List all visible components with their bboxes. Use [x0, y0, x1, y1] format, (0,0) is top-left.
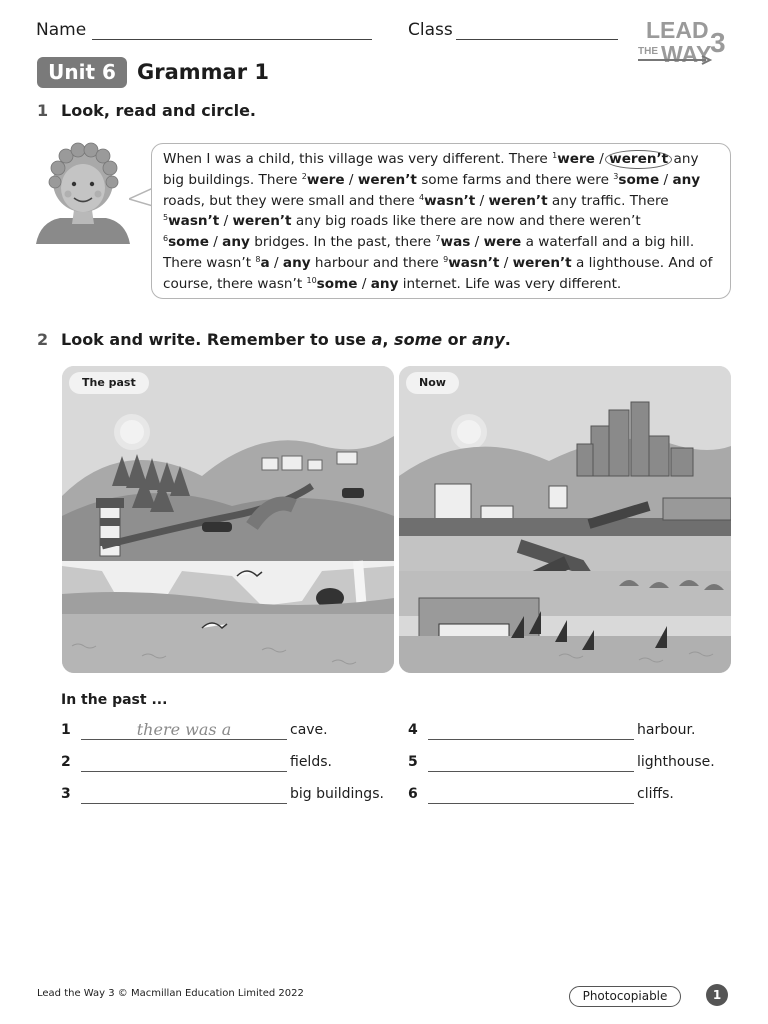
- option-5a[interactable]: wasn’t: [168, 213, 220, 230]
- in-the-past-prompt: In the past ...: [61, 692, 168, 708]
- handwritten-answer: there was a: [136, 720, 232, 739]
- option-1b-circled[interactable]: weren’t: [605, 150, 672, 169]
- option-10b[interactable]: any: [370, 275, 399, 292]
- past-village-illustration: [62, 366, 394, 673]
- class-label: Class: [408, 20, 453, 40]
- tractor-icon: [342, 488, 364, 498]
- class-field[interactable]: [456, 39, 618, 40]
- option-5b[interactable]: weren’t: [232, 213, 292, 230]
- scene-label-now: Now: [406, 372, 459, 394]
- scene-label-past: The past: [69, 372, 149, 394]
- option-8b[interactable]: any: [282, 254, 311, 271]
- answer-field[interactable]: [81, 771, 287, 772]
- scene-now: [399, 366, 731, 673]
- answer-field[interactable]: [428, 803, 634, 804]
- option-6a[interactable]: some: [168, 234, 209, 251]
- option-8a[interactable]: a: [260, 254, 270, 271]
- option-1a[interactable]: were: [557, 151, 595, 167]
- photocopiable-badge: Photocopiable: [569, 986, 681, 1007]
- name-label: Name: [36, 20, 87, 40]
- option-9a[interactable]: wasn’t: [448, 254, 500, 271]
- option-4b[interactable]: weren’t: [488, 192, 548, 209]
- scene-the-past: [62, 366, 394, 673]
- svg-text:THE: THE: [638, 46, 658, 57]
- option-7a[interactable]: was: [440, 234, 471, 251]
- sun-icon: [117, 417, 147, 447]
- exercise-number: 2: [37, 330, 49, 349]
- answer-field[interactable]: [81, 803, 287, 804]
- page-number: 1: [706, 984, 728, 1006]
- unit-badge: Unit 6: [37, 57, 127, 88]
- exercise-1-heading: [37, 101, 256, 120]
- exercise-number: 1: [37, 101, 49, 120]
- svg-text:WAY: WAY: [661, 41, 712, 67]
- reading-text-bubble: When I was a child, this village was very different. There $^1$were / weren’t any big buildings. There $^2$were / weren’t some farms and there were $^3$some / any roads, but they were small and there $^4$wasn’t / weren’t any traffic. There $^5$wasn’t / weren’t any big roads like there are now and there weren’t $^6$some / any bridges. In the past, there $^7$was / were a waterfall and a big hill. There wasn’t $^8$a / any harbour and there $^9$wasn’t / weren’t a lighthouse. And of course, there wasn’t $^{10}$some / any internet. Life was very different.: [151, 143, 731, 299]
- option-10a[interactable]: some: [316, 275, 358, 292]
- option-7b[interactable]: were: [483, 234, 522, 251]
- option-3a[interactable]: some: [618, 171, 660, 188]
- student-info-row: [36, 20, 636, 44]
- option-3b[interactable]: any: [672, 171, 701, 188]
- option-2a[interactable]: were: [306, 171, 345, 188]
- speech-bubble-tail: [129, 186, 153, 208]
- svg-text:LEAD: LEAD: [646, 17, 709, 43]
- grandmother-avatar: [36, 140, 130, 244]
- answer-field[interactable]: [428, 739, 634, 740]
- option-4a[interactable]: wasn’t: [424, 192, 476, 209]
- car-icon: [202, 522, 232, 532]
- sun-icon: [454, 417, 484, 447]
- svg-text:3: 3: [710, 27, 726, 58]
- exercise-2-heading: 2 Look and write. Remember to use a, some or any.: [37, 330, 511, 349]
- now-town-illustration: [399, 366, 731, 673]
- exercise-instruction: Look, read and circle.: [61, 101, 256, 120]
- answer-field[interactable]: [81, 739, 287, 740]
- copyright-notice: Lead the Way 3 © Macmillan Education Limited 2022: [37, 988, 304, 999]
- option-2b[interactable]: weren’t: [357, 171, 417, 188]
- answer-field[interactable]: [428, 771, 634, 772]
- name-field[interactable]: [92, 39, 372, 40]
- option-6b[interactable]: any: [222, 234, 250, 251]
- ship-icon: [439, 624, 509, 638]
- lead-the-way-logo: [636, 14, 736, 70]
- option-9b[interactable]: weren’t: [512, 254, 572, 271]
- page-title: Grammar 1: [137, 60, 269, 84]
